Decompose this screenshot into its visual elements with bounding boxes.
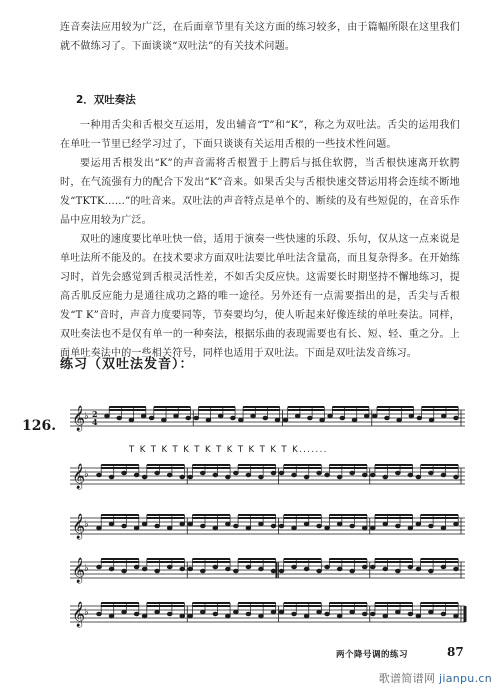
note-head [408, 526, 413, 529]
note-head [194, 416, 199, 419]
note-head [188, 567, 193, 570]
note-head [304, 475, 309, 478]
note-head [408, 612, 413, 615]
note-head [362, 612, 367, 615]
note-head [109, 475, 114, 478]
paragraph-3: 要运用舌根发出“K”的声音需将舌根置于上腭后与抵住软腭，当舌根快速离开软腭时，在气流强有力的配合下发出“K”音来。如果舌尖与舌根快速交替运用将会连续不断地发“TKTK……”的吐音来。双吐法的声音特点是单个的、断续的及有些短促的，在音乐作品中应用较为广泛。 [60, 158, 460, 226]
note-head [251, 414, 256, 417]
note-head [246, 526, 251, 529]
note-head [370, 473, 375, 476]
note-head [141, 414, 146, 417]
note-head [188, 614, 193, 617]
note-head [226, 614, 231, 617]
note-head [454, 475, 459, 478]
note-head [213, 473, 218, 476]
note-head [218, 414, 223, 417]
note-head [129, 418, 134, 421]
note-head [188, 522, 193, 525]
exercise-number: 126. [22, 418, 57, 434]
note-head [259, 475, 264, 478]
note-head [350, 569, 355, 572]
note-head [417, 416, 422, 419]
note-head [134, 612, 139, 615]
note-head [337, 475, 342, 478]
note-head [337, 522, 342, 525]
note-head [416, 614, 421, 617]
note-head [134, 565, 139, 568]
treble-clef-icon: 𝄞 [72, 464, 86, 489]
treble-clef-icon: 𝄞 [72, 602, 86, 627]
note-head [97, 612, 102, 615]
note-head [200, 569, 205, 572]
note-head [441, 565, 446, 568]
note-head [180, 522, 185, 525]
note-head [167, 565, 172, 568]
note-head [362, 526, 367, 529]
note-head [213, 565, 218, 568]
note-head [429, 418, 434, 421]
paragraph-4: 双吐的速度要比单吐快一倍，适用于演奏一些快速的乐段、乐句，仅从这一点来说是单吐法所不能及的。在技术要求方面双吐法要比单吐法含量高，而且复杂得多。在开始练习时，首先会感觉到舌根灵活性差，不如舌尖反应快。这需要长时期坚持不懈地练习，提高舌肌反应能力是通往成功之路的唯一途径。另外还有一点需要指出的是，舌尖与舌根发“T K”音时，声音力度要同等，节奏要均匀，使人听起来好像连续的单吐奏法。同样，双吐奏法也不是仅有单一的一种奏法，根据乐曲的表现需要也有长、短、轻、重之分。上面单吐奏法中的一些相关符号，同样也适用于双吐法。下面是双吐法发音练习。 [60, 234, 460, 359]
note-head [234, 471, 239, 474]
note-head [308, 416, 313, 419]
note-head [122, 569, 127, 572]
note-head [362, 473, 367, 476]
note-head [134, 473, 139, 476]
note-head [117, 416, 122, 419]
note-head [350, 610, 355, 613]
note-head [441, 473, 446, 476]
note-head [239, 418, 244, 421]
note-head [149, 416, 154, 419]
note-head [292, 473, 297, 476]
treble-clef-icon: 𝄞 [72, 406, 86, 431]
note-head [408, 473, 413, 476]
note-head [97, 565, 102, 568]
site-watermark [379, 670, 492, 686]
note-head [167, 526, 172, 529]
note-head [370, 565, 375, 568]
note-head [408, 565, 413, 568]
note-head [385, 416, 390, 419]
note-head [234, 610, 239, 613]
note-head [167, 473, 172, 476]
note-head [109, 614, 114, 617]
note-head [441, 612, 446, 615]
paragraph-1: 连音奏法应用较为广泛，在后面章节里有关这方面的练习较多，由于篇幅所限在这里我们就不做练习了。下面谈谈“双吐法”的有关技术问题。 [60, 22, 460, 52]
note-head [429, 569, 434, 572]
note-head [370, 612, 375, 615]
note-head [325, 565, 330, 568]
note-head [429, 610, 434, 613]
note-head [180, 567, 185, 570]
note-head [340, 416, 345, 419]
note-head [246, 565, 251, 568]
note-head [279, 610, 284, 613]
note-head [325, 526, 330, 529]
note-head [337, 567, 342, 570]
note-head [372, 414, 377, 417]
note-head [226, 522, 231, 525]
note-head [206, 418, 211, 421]
note-head [383, 522, 388, 525]
note-head [246, 473, 251, 476]
note-head [109, 567, 114, 570]
note-head [337, 614, 342, 617]
section-heading: 2．双吐奏法 [76, 94, 136, 106]
note-head [350, 471, 355, 474]
note-head [416, 567, 421, 570]
note-head [180, 475, 185, 478]
paragraph-2: 一种用舌尖和舌根交互运用，发出辅音“T”和“K”，称之为双吐法。舌尖的运用我们在单吐一节里已经学习过了，下面只谈谈有关运用舌根的一些技术性问题。 [60, 120, 460, 150]
tk-syllable-text: T K T K T K T K T K T K T K T K....... [129, 445, 328, 455]
note-head [454, 522, 459, 525]
treble-clef-icon: 𝄞 [72, 514, 86, 539]
note-head [142, 567, 147, 570]
flat-icon: ♭ [84, 469, 89, 480]
note-head [325, 473, 330, 476]
note-head [200, 471, 205, 474]
note-head [396, 524, 401, 527]
note-head [364, 414, 369, 417]
note-head [396, 569, 401, 572]
chapter-footer-title: 两个降号调的练习 [336, 650, 409, 660]
note-head [396, 610, 401, 613]
note-head [441, 414, 446, 417]
note-head [397, 418, 402, 421]
note-head [283, 418, 288, 421]
note-head [429, 471, 434, 474]
note-head [279, 471, 284, 474]
note-head [122, 610, 127, 613]
note-head [142, 614, 147, 617]
note-head [188, 475, 193, 478]
note-head [350, 524, 355, 527]
exercise-title: 练习（双吐法发音）： [60, 357, 194, 372]
note-head [370, 526, 375, 529]
note-head [155, 524, 160, 527]
note-head [292, 612, 297, 615]
note-head [186, 416, 191, 419]
note-head [275, 418, 280, 421]
note-head [279, 524, 284, 527]
note-head [271, 610, 276, 613]
note-head [396, 471, 401, 474]
note-head [383, 567, 388, 570]
music-score [0, 400, 498, 640]
note-head [259, 614, 264, 617]
note-head [383, 614, 388, 617]
note-head [231, 416, 236, 419]
note-head [317, 610, 322, 613]
note-head [122, 471, 127, 474]
note-head [429, 524, 434, 527]
note-head [304, 614, 309, 617]
note-head [122, 524, 127, 527]
time-signature-bottom: 4 [92, 417, 98, 427]
note-head [263, 416, 268, 419]
note-head [180, 614, 185, 617]
note-head [226, 475, 231, 478]
note-head [167, 612, 172, 615]
note-head [295, 414, 300, 417]
note-head [200, 610, 205, 613]
note-head [246, 612, 251, 615]
note-head [174, 414, 179, 417]
note-head [259, 567, 264, 570]
note-head [142, 522, 147, 525]
flat-icon: ♭ [84, 519, 89, 530]
note-head [328, 414, 333, 417]
note-head [292, 526, 297, 529]
note-head [142, 475, 147, 478]
note-head [292, 565, 297, 568]
note-head [271, 524, 276, 527]
note-head [304, 567, 309, 570]
note-head [155, 610, 160, 613]
time-signature-top: 2 [92, 409, 98, 419]
treble-clef-icon: 𝄞 [72, 558, 86, 583]
watermark-en: jianpu.cn [439, 672, 492, 685]
note-head [325, 612, 330, 615]
note-head [200, 524, 205, 527]
note-head [454, 567, 459, 570]
note-head [304, 522, 309, 525]
note-head [234, 524, 239, 527]
note-head [317, 569, 322, 572]
note-head [97, 473, 102, 476]
note-head [352, 418, 357, 421]
note-head [105, 414, 110, 417]
note-head [213, 526, 218, 529]
note-head [317, 524, 322, 527]
note-head [454, 416, 459, 419]
note-head [155, 471, 160, 474]
note-head [234, 569, 239, 572]
note-head [416, 522, 421, 525]
flat-icon: ♭ [84, 411, 89, 422]
flat-icon: ♭ [84, 563, 89, 574]
page-number: 87 [447, 645, 464, 659]
flat-icon: ♭ [84, 607, 89, 618]
watermark-cn: 歌谱简谱网 [378, 672, 436, 685]
note-head [271, 471, 276, 474]
note-head [259, 522, 264, 525]
note-head [162, 418, 167, 421]
note-head [383, 475, 388, 478]
note-head [409, 414, 414, 417]
note-head [226, 567, 231, 570]
note-head [155, 569, 160, 572]
note-head [320, 418, 325, 421]
note-head [271, 569, 276, 572]
note-head [109, 522, 114, 525]
note-head [317, 471, 322, 474]
note-head [97, 526, 102, 529]
note-head [416, 475, 421, 478]
note-head [213, 612, 218, 615]
note-head [362, 565, 367, 568]
note-head [279, 569, 284, 572]
note-head [134, 526, 139, 529]
note-head [441, 526, 446, 529]
note-head [454, 614, 459, 617]
